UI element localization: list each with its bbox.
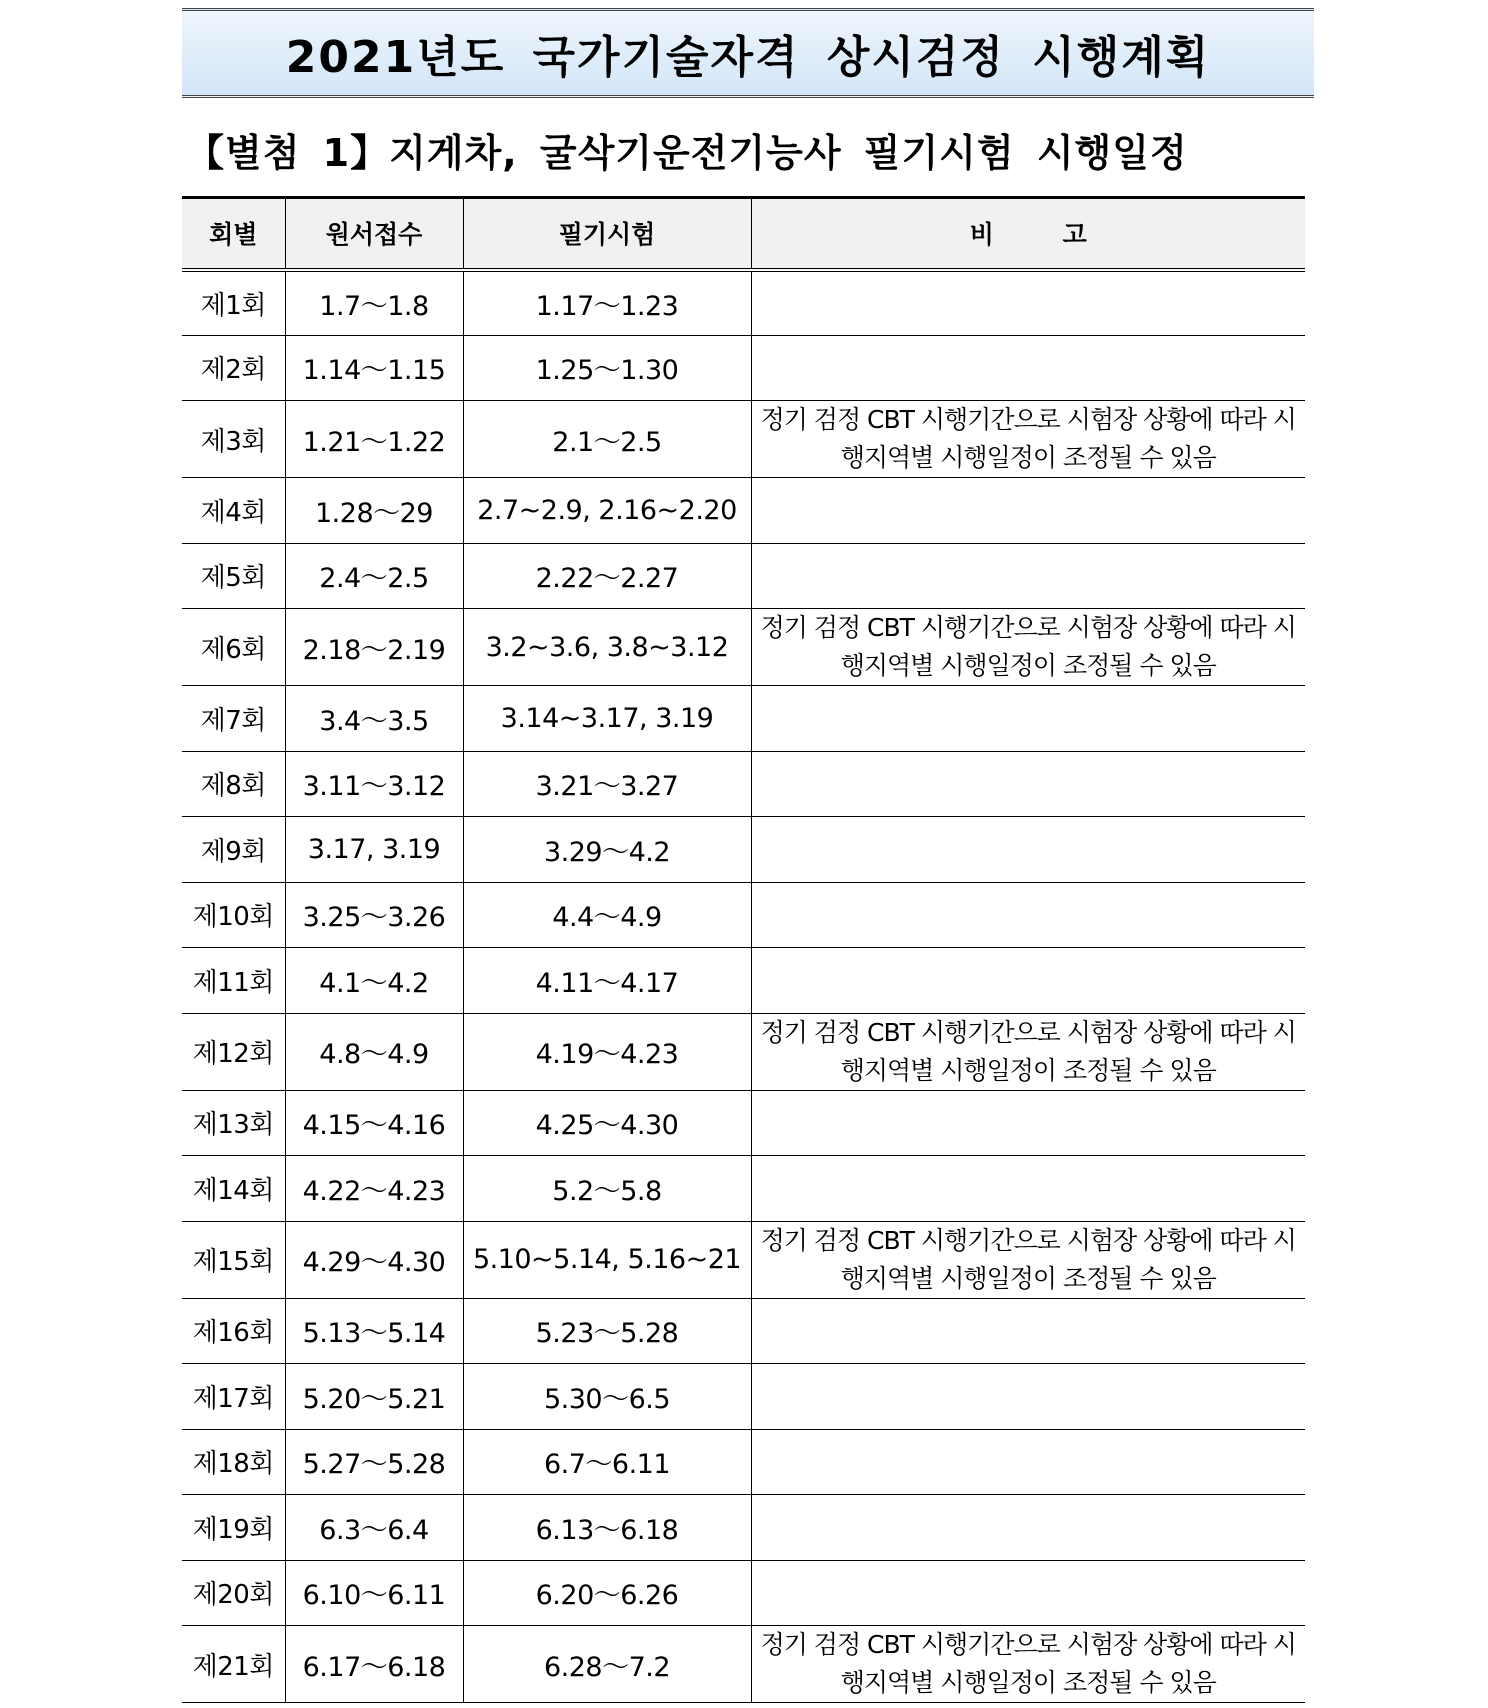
header-round: 회별 [182,198,285,270]
application-period-cell: 5.27～5.28 [285,1429,463,1495]
table-row [182,1429,1305,1495]
application-period-cell: 6.3～6.4 [285,1495,463,1561]
round-cell: 제14회 [182,1156,285,1222]
application-period-cell: 5.13～5.14 [285,1298,463,1364]
application-period-cell: 6.10～6.11 [285,1560,463,1626]
round-cell: 제18회 [182,1429,285,1495]
remarks-cell [751,882,1305,948]
exam-period-cell: 2.22～2.27 [463,543,751,609]
remarks-cell [751,1364,1305,1430]
remarks-cell [751,1560,1305,1626]
attachment-subtitle: 【별첨 1】지게차, 굴삭기운전기능사 필기시험 시행일정 [186,131,1188,175]
table-row [182,401,1305,478]
application-period-cell: 4.1～4.2 [285,948,463,1014]
exam-period-cell: 6.20～6.26 [463,1560,751,1626]
application-period-cell: 4.8～4.9 [285,1013,463,1090]
round-cell: 제6회 [182,609,285,686]
remarks-cell [751,817,1305,883]
exam-period-cell: 4.11～4.17 [463,948,751,1014]
application-period-cell: 2.4～2.5 [285,543,463,609]
table-row [182,478,1305,544]
exam-period-cell: 4.19～4.23 [463,1013,751,1090]
title-banner [182,8,1314,98]
round-cell: 제9회 [182,817,285,883]
exam-period-cell: 3.14~3.17, 3.19 [463,686,751,752]
exam-period-cell: 5.23～5.28 [463,1298,751,1364]
round-cell: 제21회 [182,1626,285,1703]
round-cell: 제1회 [182,270,285,336]
remarks-cell: 정기 검정 CBT 시행기간으로 시험장 상황에 따라 시행지역별 시행일정이 조정될 수 있음 [751,1626,1305,1703]
table-row [182,817,1305,883]
exam-period-cell: 6.13～6.18 [463,1495,751,1561]
table-row [182,1364,1305,1430]
application-period-cell: 1.7～1.8 [285,270,463,336]
table-row [182,1221,1305,1298]
remarks-cell: 정기 검정 CBT 시행기간으로 시험장 상황에 따라 시행지역별 시행일정이 조정될 수 있음 [751,609,1305,686]
table-row [182,751,1305,817]
header-row [182,198,1305,270]
remarks-cell [751,543,1305,609]
round-cell: 제7회 [182,686,285,752]
application-period-cell: 1.28～29 [285,478,463,544]
exam-period-cell: 3.21～3.27 [463,751,751,817]
exam-period-cell: 4.4～4.9 [463,882,751,948]
exam-period-cell: 2.1～2.5 [463,401,751,478]
exam-period-cell: 6.7～6.11 [463,1429,751,1495]
exam-period-cell: 5.2～5.8 [463,1156,751,1222]
remarks-cell [751,1156,1305,1222]
application-period-cell: 3.4～3.5 [285,686,463,752]
exam-period-cell: 1.25～1.30 [463,335,751,401]
exam-period-cell: 4.25～4.30 [463,1090,751,1156]
table-row [182,1626,1305,1703]
table-row [182,882,1305,948]
remarks-cell [751,1090,1305,1156]
table-row [182,1495,1305,1561]
application-period-cell: 2.18～2.19 [285,609,463,686]
exam-period-cell: 5.10~5.14, 5.16~21 [463,1221,751,1298]
application-period-cell: 3.25～3.26 [285,882,463,948]
application-period-cell: 4.15～4.16 [285,1090,463,1156]
application-period-cell: 4.22～4.23 [285,1156,463,1222]
exam-period-cell: 2.7~2.9, 2.16~2.20 [463,478,751,544]
remarks-cell [751,270,1305,336]
round-cell: 제17회 [182,1364,285,1430]
round-cell: 제15회 [182,1221,285,1298]
remarks-cell [751,751,1305,817]
table-row [182,609,1305,686]
remarks-cell [751,1429,1305,1495]
application-period-cell: 3.17, 3.19 [285,817,463,883]
round-cell: 제4회 [182,478,285,544]
remarks-cell: 정기 검정 CBT 시행기간으로 시험장 상황에 따라 시행지역별 시행일정이 조정될 수 있음 [751,1013,1305,1090]
round-cell: 제16회 [182,1298,285,1364]
table-row [182,686,1305,752]
header-remarks: 비 고 [751,198,1305,270]
table-row [182,1013,1305,1090]
table-row [182,335,1305,401]
table-row [182,948,1305,1014]
table-row [182,1090,1305,1156]
table-row [182,1156,1305,1222]
round-cell: 제11회 [182,948,285,1014]
exam-period-cell: 6.28～7.2 [463,1626,751,1703]
round-cell: 제20회 [182,1560,285,1626]
header-written-exam: 필기시험 [463,198,751,270]
application-period-cell: 1.14～1.15 [285,335,463,401]
round-cell: 제13회 [182,1090,285,1156]
remarks-cell: 정기 검정 CBT 시행기간으로 시험장 상황에 따라 시행지역별 시행일정이 조정될 수 있음 [751,401,1305,478]
round-cell: 제19회 [182,1495,285,1561]
schedule-rows [182,270,1305,1703]
round-cell: 제2회 [182,335,285,401]
header-application: 원서접수 [285,198,463,270]
application-period-cell: 1.21～1.22 [285,401,463,478]
application-period-cell: 3.11～3.12 [285,751,463,817]
exam-schedule-table [182,196,1305,1703]
table-row [182,1560,1305,1626]
remarks-cell [751,686,1305,752]
table-row [182,543,1305,609]
remarks-cell: 정기 검정 CBT 시행기간으로 시험장 상황에 따라 시행지역별 시행일정이 조정될 수 있음 [751,1221,1305,1298]
round-cell: 제10회 [182,882,285,948]
application-period-cell: 4.29～4.30 [285,1221,463,1298]
exam-period-cell: 3.2~3.6, 3.8~3.12 [463,609,751,686]
exam-period-cell: 3.29～4.2 [463,817,751,883]
round-cell: 제3회 [182,401,285,478]
remarks-cell [751,335,1305,401]
table-row [182,1298,1305,1364]
application-period-cell: 6.17～6.18 [285,1626,463,1703]
remarks-cell [751,478,1305,544]
round-cell: 제5회 [182,543,285,609]
table-row [182,270,1305,336]
round-cell: 제12회 [182,1013,285,1090]
remarks-cell [751,948,1305,1014]
exam-period-cell: 1.17～1.23 [463,270,751,336]
remarks-cell [751,1298,1305,1364]
page-title: 2021년도 국가기술자격 상시검정 시행계획 [285,32,1211,83]
exam-period-cell: 5.30～6.5 [463,1364,751,1430]
remarks-cell [751,1495,1305,1561]
round-cell: 제8회 [182,751,285,817]
application-period-cell: 5.20～5.21 [285,1364,463,1430]
